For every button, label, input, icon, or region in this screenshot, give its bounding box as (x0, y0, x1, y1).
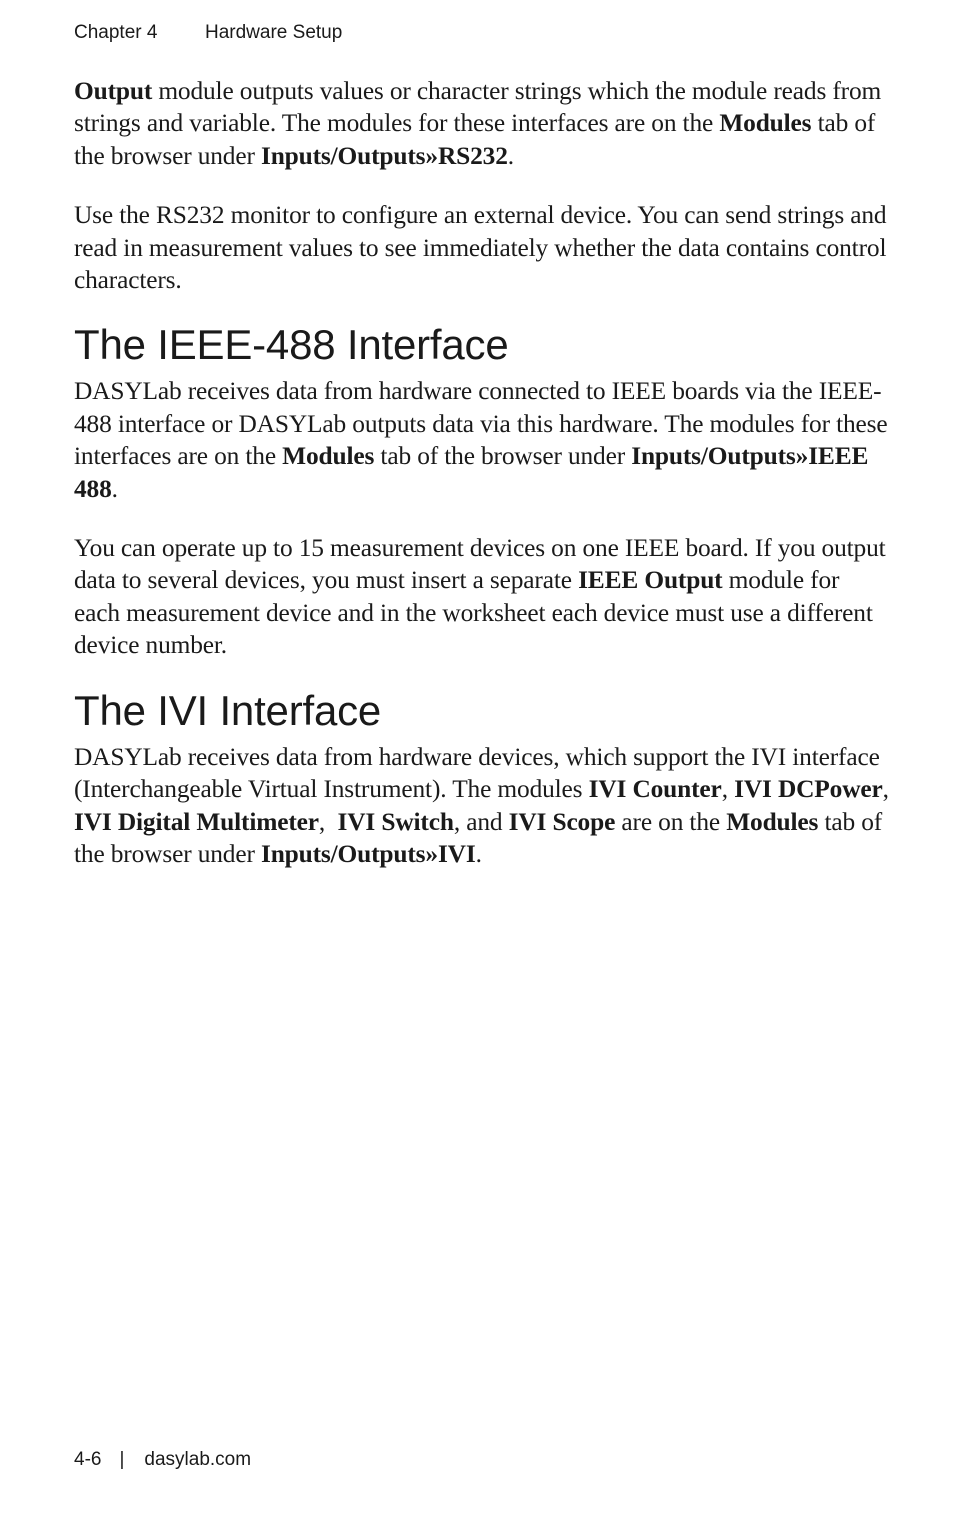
text-run: are on the (615, 807, 727, 836)
text-run: tab of the browser under (74, 807, 889, 868)
chapter-label: Chapter 4 (74, 22, 158, 43)
term-modules: Modules (719, 109, 812, 138)
text-run: . (111, 474, 118, 503)
chapter-title: Hardware Setup (205, 22, 343, 43)
text-run: , (721, 775, 735, 804)
rs232-output-paragraph (74, 75, 889, 172)
text-run: module for each measurement device and in the worksheet each device must use a different device number. (74, 566, 873, 660)
text-run: tab of the browser under (374, 442, 632, 471)
term-modules: Modules (726, 807, 819, 836)
ieee-devices-paragraph (74, 532, 889, 662)
text-run: module outputs values or character strings which the module reads from strings and variable. The modules for these interfaces are on the (74, 77, 882, 138)
text-run: . (507, 141, 514, 170)
text-run: DASYLab receives data from hardware connected to IEEE boards via the IEEE-488 interface or DASYLab outputs data via this hardware. The modules for these interfaces are on the (74, 377, 888, 471)
term-output: Output (74, 77, 153, 105)
text-run: You can operate up to 15 measurement devices on one IEEE board. If you output data to several devices, you must insert a separate (74, 534, 886, 595)
rs232-monitor-paragraph: Use the RS232 monitor to configure an external device. You can send strings and read in measurement values to see immediately whether the data contains control characters. (74, 201, 887, 295)
page-number: 4-6 (74, 1449, 102, 1470)
text-run: , (882, 775, 896, 804)
path-ivi: Inputs/Outputs»IVI (260, 839, 476, 868)
text-run: DASYLab receives data from hardware devices, which support the IVI interface (Interchangeable Virtual Instrument). The modules (74, 742, 886, 804)
term-ivi-counter: IVI Counter (588, 775, 722, 804)
text-run: tab of the browser under (74, 109, 876, 170)
running-header (74, 21, 342, 45)
ieee-488-heading: The IEEE-488 Interface (74, 321, 509, 369)
running-footer (74, 1448, 251, 1472)
term-ieee-output: IEEE Output (578, 566, 723, 595)
text-run: , and (453, 807, 509, 836)
path-ieee-488: Inputs/Outputs»IEEE 488 (74, 442, 869, 503)
ieee-intro-paragraph (74, 375, 889, 505)
footer-separator: | (119, 1449, 125, 1470)
term-ivi-dcpower: IVI DCPower (734, 775, 883, 804)
term-modules: Modules (282, 442, 375, 471)
ivi-heading: The IVI Interface (74, 686, 382, 734)
page-content (74, 75, 896, 897)
term-ivi-switch: IVI Switch (337, 807, 454, 836)
term-ivi-digital-multimeter: IVI Digital Multimeter (74, 807, 319, 836)
text-run: . (475, 839, 482, 868)
term-ivi-scope: IVI Scope (508, 807, 616, 836)
ivi-intro-paragraph (74, 741, 896, 871)
footer-site: dasylab.com (144, 1449, 252, 1470)
path-rs232: Inputs/Outputs»RS232 (260, 141, 508, 170)
text-run: , (318, 807, 338, 836)
